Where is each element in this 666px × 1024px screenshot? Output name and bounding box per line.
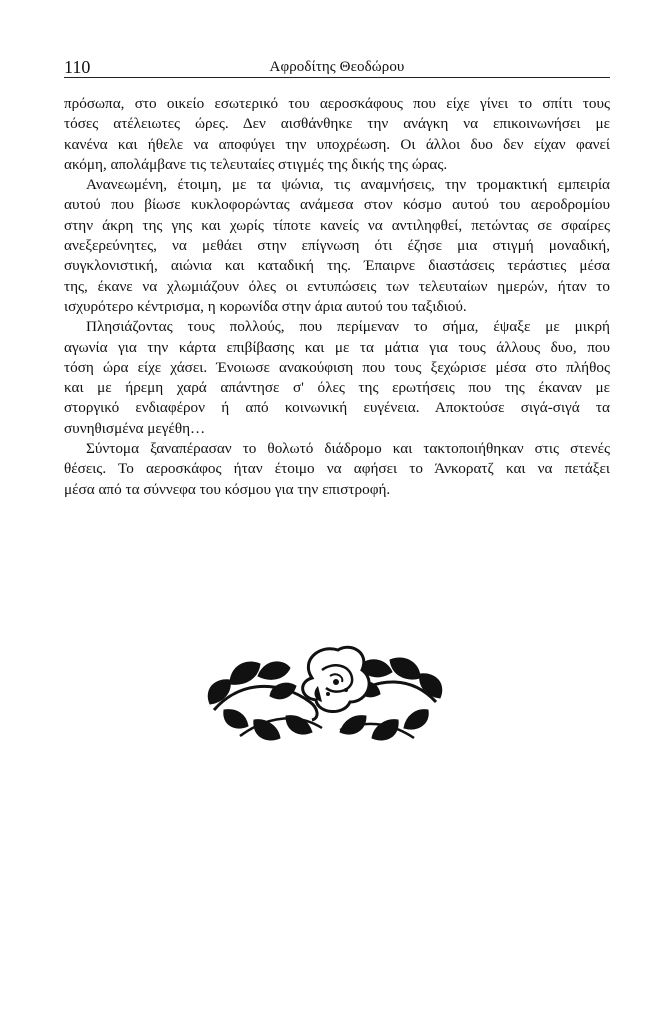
- text-line: Πλησιάζοντας τους πολλούς, που περίμεναν το σήμα, έψαξε με μικρή: [86, 318, 610, 336]
- text-line: μέσα από τα σύννεφα του κόσμου για την επιστροφή.: [64, 480, 391, 498]
- text-line: συνηθισμένα μεγέθη…: [64, 419, 206, 437]
- text-line: συγκλονιστική, αιώνια και καταδική της. Έπαιρνε διαστάσεις τεράστιες μέσα: [64, 257, 610, 275]
- text-line: και με ήρεμη χαρά απάντησε σ' όλες της ερωτήσεις που της έκαναν με: [64, 379, 610, 397]
- text-line: θέσεις. Το αεροσκάφος ήταν έτοιμο να αφήσει το Άνκορατζ και να πετάξει: [64, 460, 610, 478]
- text-line: τόση ώρα είχε χάσει. Ένοιωσε ανακούφιση που τους ξεχώρισε μέσα στο πλήθος: [64, 358, 610, 376]
- text-line: ανεξερεύνητες, να μεθάει στην επίγνωση ότι έζησε μια στιγμή μοναδική,: [64, 237, 610, 255]
- paragraph-4: [64, 439, 610, 500]
- page-number: 110: [64, 57, 91, 77]
- text-line: στοργικό ενδιαφέρον ή από κοινωνική ευγένεια. Αποκτούσε σιγά-σιγά τα: [64, 399, 610, 417]
- text-line: ισχυρότερο κέντρισμα, η κορωνίδα στην άρια αυτού του ταξιδιού.: [64, 297, 467, 315]
- text-line: ακόμη, απολάμβανε τις τελευταίες στιγμές της δικής της ώρας.: [64, 155, 448, 173]
- text-line: αυτού που βίωσε κυκλοφορώντας ανάμεσα στον κόσμο αυτού του αεροδρομίου: [64, 196, 610, 214]
- text-line: Ανανεωμένη, έτοιμη, με τα ψώνια, τις αναμνήσεις, την τρομακτική εμπειρία: [86, 176, 610, 194]
- running-head-author: Αφροδίτης Θεοδώρου: [269, 59, 405, 75]
- body-text: [64, 94, 610, 500]
- running-header: [64, 57, 610, 78]
- text-line: αγωνία για την κάρτα επιβίβασης και με τα μάτια για τους άλλους δυο, που: [64, 338, 610, 356]
- text-line: στην άκρη της γης και χωρίς τίποτε κανείς να αντιληφθεί, πετώντας σε σφαίρες: [64, 216, 610, 234]
- text-line: κανένα και ήθελε να αποφύγει την υποχρέωση. Οι άλλοι δυο δεν είχαν φανεί: [64, 135, 610, 153]
- text-line: τόσες ατέλειωτες ώρες. Δεν αισθάνθηκε την ανάγκη να επικοινωνήσει με: [64, 115, 610, 133]
- paragraph-1: [64, 94, 610, 175]
- paragraph-2: [64, 175, 610, 317]
- text-line: Σύντομα ξαναπέρασαν το θολωτό διάδρομο και τακτοποιήθηκαν στις στενές: [86, 440, 610, 458]
- text-line: πρόσωπα, στο οικείο εσωτερικό του αεροσκάφους που είχε γίνει το σπίτι τους: [64, 95, 610, 112]
- text-line: της, έκανε να χλωμιάζουν όλες οι εντυπώσεις των τελευταίων ημερών, ήταν το: [64, 277, 610, 295]
- paragraph-3: [64, 317, 610, 439]
- floral-vignette-icon: [200, 640, 450, 750]
